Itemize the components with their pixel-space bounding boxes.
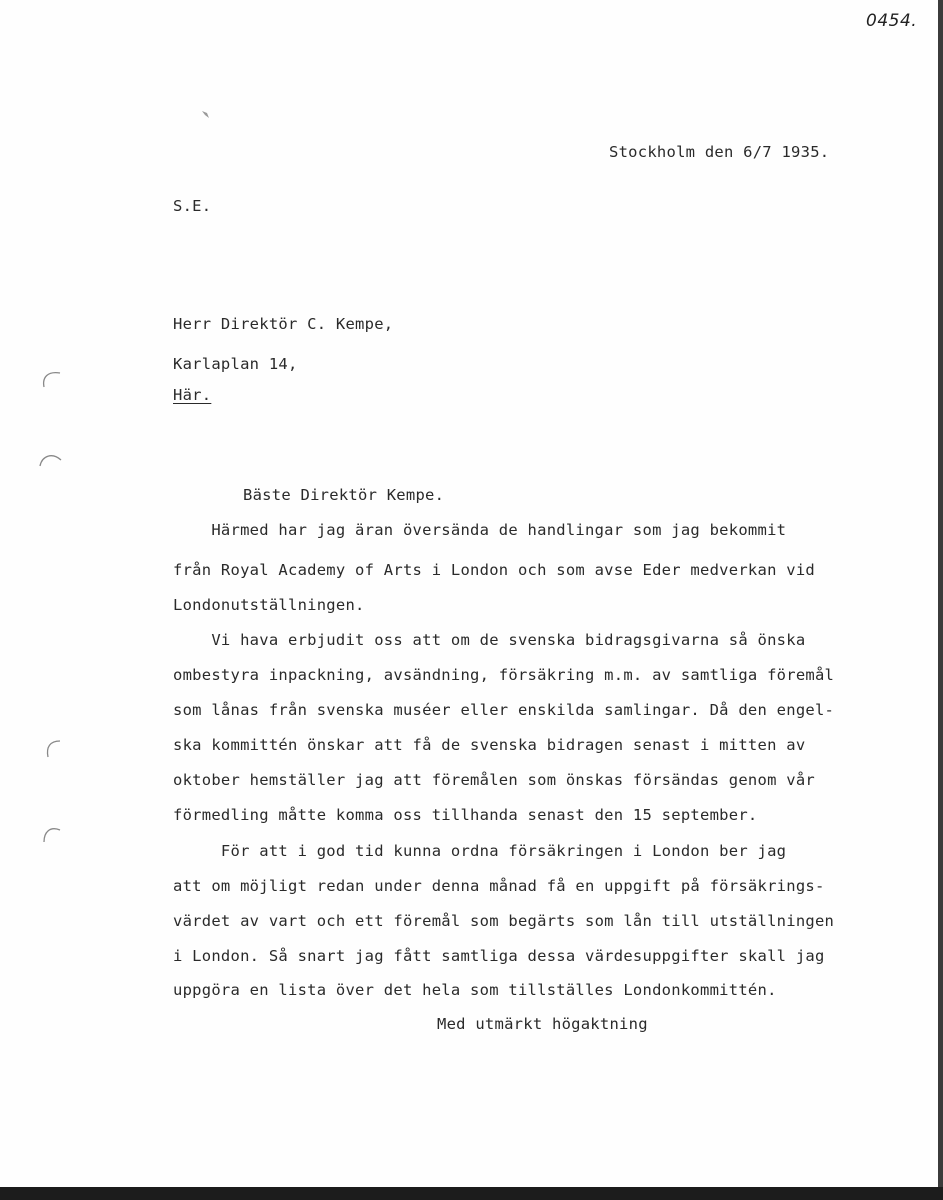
body-line: uppgöra en lista över det hela som tillställes Londonkommittén.: [173, 981, 777, 999]
recipient-city: Här.: [173, 386, 212, 404]
ink-speck-mark: [200, 108, 212, 120]
punch-hole-mark: [34, 733, 64, 767]
body-line: Londonutställningen.: [173, 596, 365, 614]
body-line: Härmed har jag äran översända de handlingar som jag bekommit: [173, 521, 787, 539]
recipient-street: Karlaplan 14,: [173, 355, 298, 373]
scan-edge-bottom: [0, 1187, 943, 1200]
body-line: värdet av vart och ett föremål som begärts som lån till utställningen: [173, 912, 835, 930]
body-line: från Royal Academy of Arts i London och som avse Eder medverkan vid: [173, 561, 815, 579]
scan-edge-right: [938, 0, 943, 1200]
body-line: som lånas från svenska muséer eller enskilda samlingar. Då den engel-: [173, 701, 835, 719]
body-line: att om möjligt redan under denna månad få en uppgift på försäkrings-: [173, 877, 825, 895]
body-line: förmedling måtte komma oss tillhanda senast den 15 september.: [173, 806, 758, 824]
salutation-abbreviation: S.E.: [173, 197, 212, 215]
archive-number: 0454.: [866, 11, 918, 31]
body-line: ska kommittén önskar att få de svenska bidragen senast i mitten av: [173, 736, 806, 754]
greeting: Bäste Direktör Kempe.: [243, 486, 445, 504]
punch-hole-mark: [34, 448, 64, 482]
recipient-name: Herr Direktör C. Kempe,: [173, 315, 394, 333]
punch-hole-mark: [34, 365, 64, 399]
body-line: ombestyra inpackning, avsändning, försäkring m.m. av samtliga föremål: [173, 666, 835, 684]
body-line: För att i god tid kunna ordna försäkringen i London ber jag: [173, 842, 787, 860]
body-line: oktober hemställer jag att föremålen som önskas försändas genom vår: [173, 771, 815, 789]
date-line: Stockholm den 6/7 1935.: [609, 143, 830, 161]
closing-line: Med utmärkt högaktning: [437, 1015, 648, 1033]
body-line: Vi hava erbjudit oss att om de svenska bidragsgivarna så önska: [173, 631, 806, 649]
punch-hole-mark: [34, 820, 64, 854]
body-line: i London. Så snart jag fått samtliga dessa värdesuppgifter skall jag: [173, 947, 825, 965]
